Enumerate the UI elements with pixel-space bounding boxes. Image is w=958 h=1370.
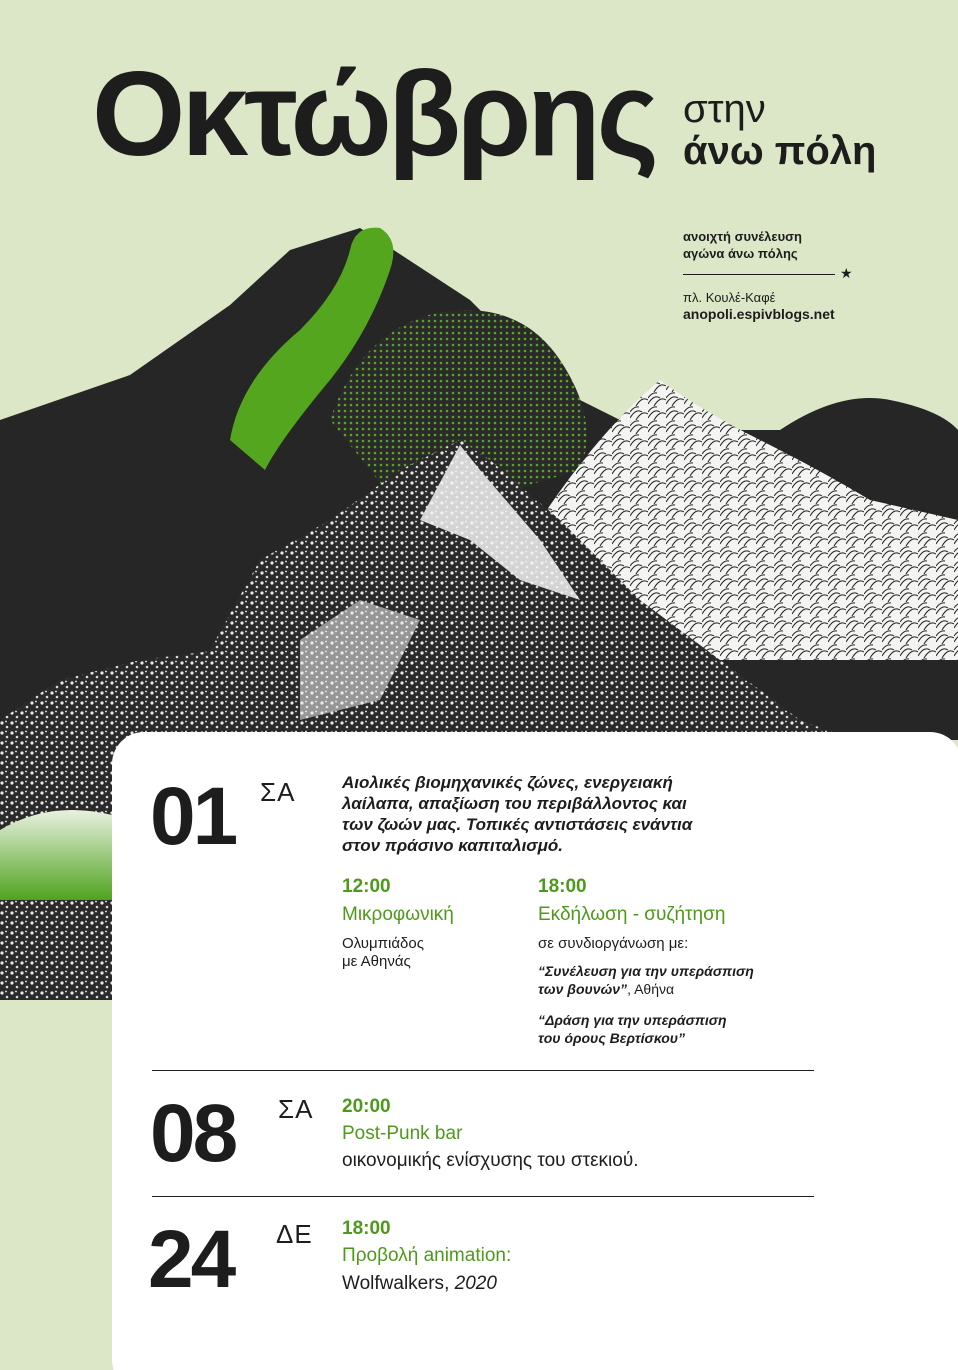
event-24-title: Προβολή animation: xyxy=(342,1245,512,1266)
event-separator xyxy=(152,1070,814,1071)
desc-line: Αιολικές βιομηχανικές ζώνες, ενεργειακή xyxy=(342,773,673,792)
event-08-desc: οικονομικής ενίσχυσης του στεκιού. xyxy=(342,1150,639,1171)
event-08-time: 20:00 xyxy=(342,1096,391,1117)
film-title: Wolfwalkers xyxy=(342,1273,445,1294)
quote2-line2: του όρους Βερτίσκου” xyxy=(538,1030,686,1046)
coorganizer-2 xyxy=(538,1011,727,1047)
event-08-title: Post-Punk bar xyxy=(342,1123,463,1144)
divider xyxy=(683,265,853,281)
event-01b-title: Εκδήλωση - συζήτηση xyxy=(538,904,726,925)
event-day-01: 01 xyxy=(150,771,236,862)
event-day-24: 24 xyxy=(148,1214,234,1305)
assembly-line1: ανοιχτή συνέλευση xyxy=(683,229,802,244)
event-01a-title: Μικροφωνική xyxy=(342,904,454,925)
desc-line: των ζωών μας. Τοπικές αντιστάσεις ενάντια xyxy=(342,815,693,834)
poster-subtitle xyxy=(683,88,876,172)
event-24-film xyxy=(342,1273,497,1295)
quote2-line1: “Δράση για την υπεράσπιση xyxy=(538,1012,727,1028)
organizer-info xyxy=(683,228,853,323)
subtitle-line2: άνω πόλη xyxy=(683,129,877,173)
subtitle-line1: στην xyxy=(683,87,766,131)
place-line1: Ολυμπιάδος xyxy=(342,935,424,952)
film-sep: , xyxy=(444,1273,455,1294)
green-gradient-hill xyxy=(0,810,112,900)
event-01a-time: 12:00 xyxy=(342,876,391,897)
event-weekday-01: ΣΑ xyxy=(260,777,296,807)
quote1-city: , Αθήνα xyxy=(627,981,675,997)
quote1-line2: των βουνών” xyxy=(538,981,628,997)
film-year: 2020 xyxy=(454,1273,497,1294)
desc-line: λαίλαπα, απαξίωση του περιβάλλοντος και xyxy=(342,794,687,813)
event-01-description xyxy=(342,772,762,856)
star-icon: ★ xyxy=(840,265,853,281)
coorganizer-1 xyxy=(538,962,754,998)
event-separator xyxy=(152,1196,814,1197)
event-weekday-24: ΔΕ xyxy=(276,1219,313,1249)
event-01b-time: 18:00 xyxy=(538,876,587,897)
assembly-line2: αγώνα άνω πόλης xyxy=(683,246,798,261)
poster-title: Οκτώβρης xyxy=(92,47,656,181)
place-line2: με Αθηνάς xyxy=(342,953,411,970)
quote1-line1: “Συνέλευση για την υπεράσπιση xyxy=(538,963,754,979)
event-weekday-08: ΣΑ xyxy=(278,1094,314,1124)
website-link[interactable]: anopoli.espivblogs.net xyxy=(683,306,835,322)
location: πλ. Κουλέ-Καφέ xyxy=(683,290,776,305)
event-01a-place xyxy=(342,935,424,971)
event-24-time: 18:00 xyxy=(342,1218,391,1239)
desc-line: στον πράσινο καπιταλισμό. xyxy=(342,836,563,855)
event-01b-coorg: σε συνδιοργάνωση με: xyxy=(538,935,689,952)
event-day-08: 08 xyxy=(150,1088,236,1179)
